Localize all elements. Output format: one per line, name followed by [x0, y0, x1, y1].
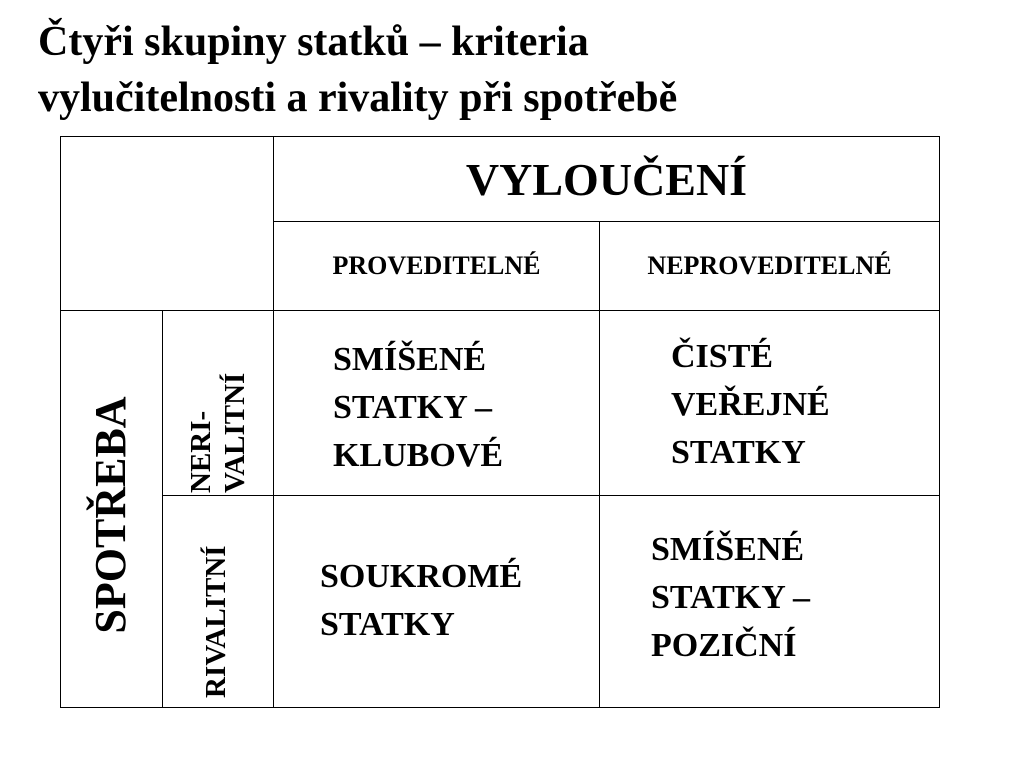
public-goods-cell — [671, 333, 830, 477]
public-goods-line-1: ČISTÉ — [671, 338, 774, 375]
table-divider-exclusion — [273, 221, 940, 222]
table-divider-consumption — [162, 310, 163, 708]
private-goods-line-2: STATKY — [320, 606, 455, 643]
table-divider-rowlabels — [273, 136, 274, 708]
rival-label: RIVALITNÍ — [200, 545, 232, 698]
table-divider-columns — [599, 221, 600, 708]
table-border-top — [60, 136, 940, 137]
table-divider-rows — [162, 495, 940, 496]
consumption-header: SPOTŘEBA — [86, 396, 135, 634]
table-divider-header — [60, 310, 940, 311]
nonrival-label — [184, 313, 252, 493]
private-goods-cell — [320, 553, 522, 649]
club-goods-line-3: KLUBOVÉ — [333, 437, 504, 474]
public-goods-line-2: VEŘEJNÉ — [671, 386, 830, 423]
exclusion-feasible-header: PROVEDITELNÉ — [332, 251, 541, 280]
table-border-left — [60, 136, 61, 708]
positional-goods-cell — [651, 526, 810, 670]
private-goods-line-1: SOUKROMÉ — [320, 558, 523, 595]
nonrival-label-line-2: VALITNÍ — [219, 372, 251, 493]
positional-goods-line-3: POZIČNÍ — [651, 627, 797, 664]
club-goods-cell — [333, 336, 503, 480]
exclusion-header: VYLOUČENÍ — [465, 154, 748, 205]
slide-title-line-1: Čtyři skupiny statků – kriteria — [38, 19, 589, 65]
table-border-right — [939, 136, 940, 708]
public-goods-line-3: STATKY — [671, 434, 806, 471]
club-goods-line-1: SMÍŠENÉ — [333, 341, 487, 378]
slide-title-line-2: vylučitelnosti a rivality při spotřebě — [38, 75, 678, 121]
nonrival-label-line-1: NERI- — [185, 410, 217, 493]
table-border-bottom — [60, 707, 940, 708]
club-goods-line-2: STATKY – — [333, 389, 493, 426]
slide-title — [38, 14, 998, 126]
positional-goods-line-1: SMÍŠENÉ — [651, 531, 805, 568]
exclusion-infeasible-header: NEPROVEDITELNÉ — [647, 251, 892, 280]
positional-goods-line-2: STATKY – — [651, 579, 811, 616]
